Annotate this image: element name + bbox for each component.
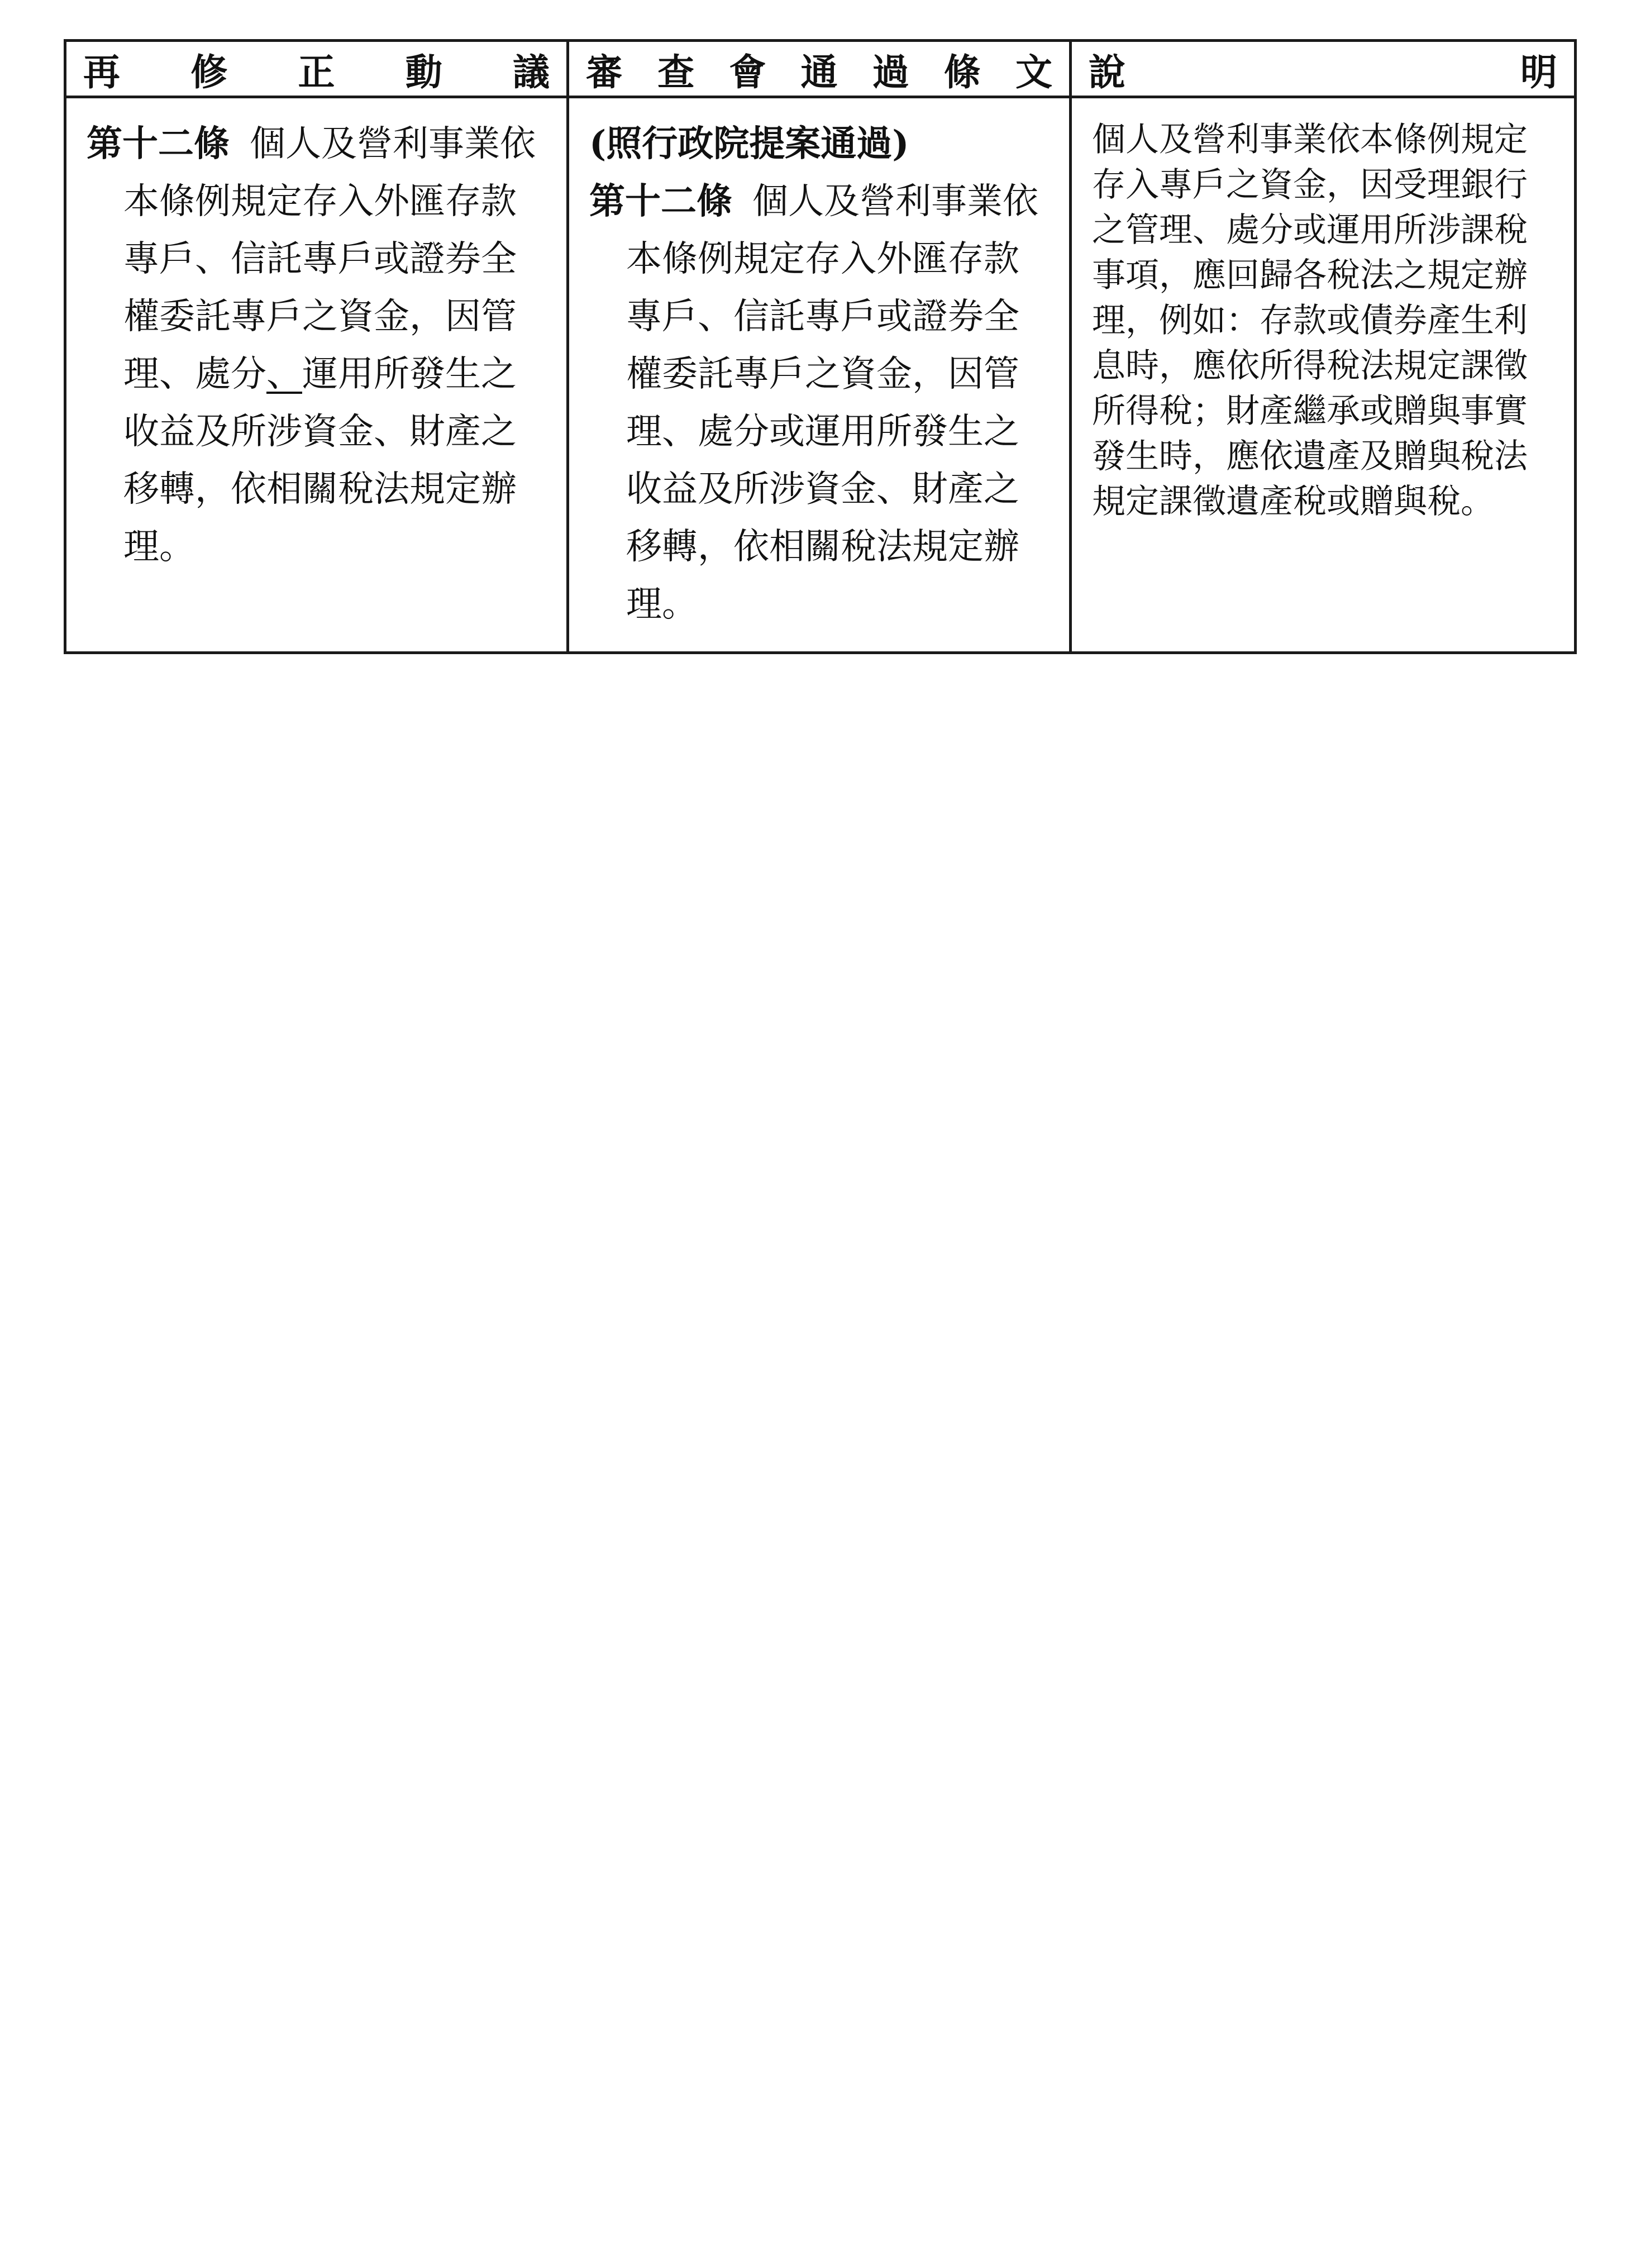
article-text: 個人及營利事業依本條例規定存入外匯存款專戶、信託專戶或證券全權委託專戶之資金，因管理、處分或運用所發生之收益及所涉資金、財產之移轉，依相關稅法規定辦理。	[626, 181, 1038, 625]
content-row	[65, 97, 1576, 653]
header-char: 議	[513, 50, 550, 94]
header-explanation	[1071, 41, 1576, 97]
article-number: 第十二條	[87, 123, 230, 165]
reamendment-cell	[65, 97, 568, 653]
header-char: 動	[405, 50, 442, 94]
header-char: 修	[190, 50, 228, 94]
header-char: 條	[943, 50, 981, 94]
header-reamendment-motion	[65, 41, 568, 97]
comparison-table	[64, 39, 1577, 654]
header-char: 文	[1015, 50, 1052, 94]
article-number: 第十二條	[589, 180, 732, 222]
header-char: 審	[586, 50, 623, 94]
header-committee-text	[568, 41, 1071, 97]
article-text: 個人及營利事業依本條例規定存入外匯存款專戶、信託專戶或證券全權委託專戶之資金，因管理、處分	[123, 123, 536, 395]
header-char: 查	[657, 50, 695, 94]
article-text: 運用所發生之收益及所涉資金、財產之移轉，依相關稅法規定辦理。	[123, 354, 517, 568]
header-char: 明	[1520, 50, 1557, 94]
header-char: 說	[1089, 50, 1125, 94]
explanation-cell	[1071, 97, 1576, 653]
header-char: 再	[83, 50, 120, 94]
reamendment-article	[87, 115, 550, 576]
header-char: 正	[298, 50, 335, 94]
passage-note: (照行政院提案通過)	[589, 123, 909, 165]
committee-article	[589, 173, 1052, 633]
header-char: 會	[729, 50, 766, 94]
amended-mark: 、	[266, 354, 302, 395]
header-row	[65, 41, 1576, 97]
committee-content	[589, 115, 1052, 633]
explanation-text: 個人及營利事業依本條例規定存入專戶之資金，因受理銀行之管理、處分或運用所涉課稅事項，應回歸各稅法之規定辦理，例如：存款或債券產生利息時，應依所得稅法規定課徵所得稅；財產繼承或贈與事實發生時，應依遺產及贈與稅法規定課徵遺產稅或贈與稅。	[1092, 120, 1528, 521]
committee-cell	[568, 97, 1071, 653]
header-char: 過	[872, 50, 909, 94]
header-char: 通	[800, 50, 838, 94]
